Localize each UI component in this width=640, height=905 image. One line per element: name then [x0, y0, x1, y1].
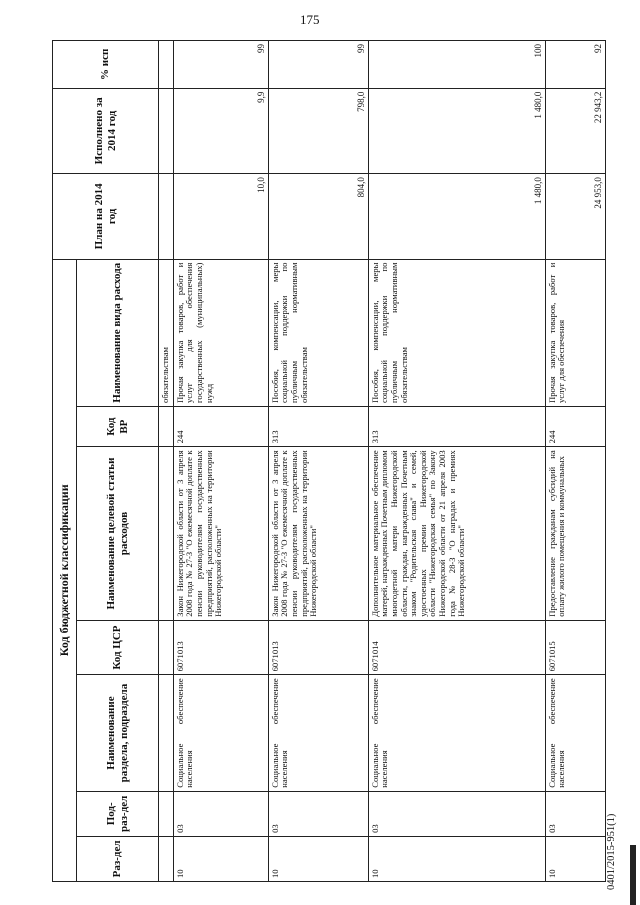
- cell-vr-name: обязательствам: [159, 259, 174, 406]
- cell-done: 9,9: [173, 88, 268, 174]
- cell-target: Предоставление гражданам субсидий на оплату жилого помещения и коммунальных: [545, 447, 605, 620]
- cell-pct: 92: [545, 41, 605, 89]
- cell-section: Социальное обеспечение населения: [173, 675, 268, 791]
- header-vr-name: Наименование вида расхода: [77, 259, 159, 406]
- cell-razdel: 10: [173, 836, 268, 881]
- scan-edge-mark: [630, 845, 636, 905]
- cell-razdel: 10: [368, 836, 545, 881]
- cell-podrazdel: [159, 791, 174, 836]
- cell-csr: 6071015: [545, 620, 605, 675]
- cell-vr-name: Пособия, компенсации, меры социальной поддержки по публичным нормативным обязательствам: [368, 259, 545, 406]
- header-section-name: Наименование раздела, подраздела: [77, 675, 159, 791]
- budget-table: [52, 40, 606, 882]
- cell-vr-name: Прочая закупка товаров, работ и услуг для обеспечения государственных (муниципальных) нужд: [173, 259, 268, 406]
- header-plan: План на 2014 год: [53, 174, 159, 260]
- document-id-stamp: [606, 760, 622, 890]
- cell-vr: 313: [368, 406, 545, 446]
- table-row: [368, 41, 545, 882]
- header-budget-classification: Код бюджетной классификации: [53, 259, 77, 881]
- cell-csr: 6071013: [268, 620, 368, 675]
- cell-target: Закон Нижегородской области от 3 апреля 2008 года № 27-З "О ежемесячной доплате к пенсии руководителям государственных предприятий, расположенных на территории Нижегородской области": [173, 447, 268, 620]
- header-podrazdel: Под-раз-дел: [77, 791, 159, 836]
- page-number: 175: [300, 12, 320, 27]
- cell-target: [159, 447, 174, 620]
- cell-csr: [159, 620, 174, 675]
- header-target-name: Наименование целевой статьи расходов: [77, 447, 159, 620]
- cell-podrazdel: 03: [268, 791, 368, 836]
- header-vr: Код ВР: [77, 406, 159, 446]
- cell-target: Дополнительное материальное обеспечение матерей, награжденных Почетным дипломом многодетной матери Нижегородской области, граждан, награжденных Почетным знаком "Родительская слава" и семей, удостоенных премии Нижегородской области "Нижегородская семья" по Закону Нижегородской области от 21 апреля 2003 года № 28-З "О наградах и премиях Нижегородской области": [368, 447, 545, 620]
- cell-vr-name: Прочая закупка товаров, работ и услуг для обеспечения: [545, 259, 605, 406]
- header-pct: % исп: [53, 41, 159, 89]
- cell-plan: 804,0: [268, 174, 368, 260]
- cell-razdel: 10: [545, 836, 605, 881]
- cell-vr: [159, 406, 174, 446]
- cell-pct: 99: [173, 41, 268, 89]
- cell-plan: 1 480,0: [368, 174, 545, 260]
- cell-done: 1 480,0: [368, 88, 545, 174]
- header-done: Исполнено за 2014 год: [53, 88, 159, 174]
- header-razdel: Раз-дел: [77, 836, 159, 881]
- cell-section: Социальное обеспечение населения: [545, 675, 605, 791]
- cell-done: [159, 88, 174, 174]
- document-id-text: 0401/2015-951(1): [606, 813, 617, 890]
- cell-razdel: [159, 836, 174, 881]
- cell-section: Социальное обеспечение населения: [368, 675, 545, 791]
- cell-csr: 6071014: [368, 620, 545, 675]
- cell-plan: 24 953,0: [545, 174, 605, 260]
- table-row: [173, 41, 268, 882]
- cell-plan: [159, 174, 174, 260]
- cell-done: 22 943,2: [545, 88, 605, 174]
- table-row: [545, 41, 605, 882]
- cell-vr: 313: [268, 406, 368, 446]
- cell-pct: [159, 41, 174, 89]
- cell-razdel: 10: [268, 836, 368, 881]
- table-row: [268, 41, 368, 882]
- cell-pct: 99: [268, 41, 368, 89]
- cell-podrazdel: 03: [368, 791, 545, 836]
- cell-section: [159, 675, 174, 791]
- cell-done: 798,0: [268, 88, 368, 174]
- header-csr: Код ЦСР: [77, 620, 159, 675]
- cell-csr: 6071013: [173, 620, 268, 675]
- cell-pct: 100: [368, 41, 545, 89]
- cell-plan: 10,0: [173, 174, 268, 260]
- table-row: [159, 41, 174, 882]
- rotated-table-wrapper: [52, 40, 620, 882]
- cell-vr-name: Пособия, компенсации, меры социальной поддержки по публичным нормативным обязательствам: [268, 259, 368, 406]
- cell-podrazdel: 03: [545, 791, 605, 836]
- cell-podrazdel: 03: [173, 791, 268, 836]
- cell-vr: 244: [173, 406, 268, 446]
- cell-section: Социальное обеспечение населения: [268, 675, 368, 791]
- cell-vr: 244: [545, 406, 605, 446]
- cell-target: Закон Нижегородской области от 3 апреля 2008 года № 27-З "О ежемесячной доплате к пенсии руководителям государственных предприятий, расположенных на территории Нижегородской области": [268, 447, 368, 620]
